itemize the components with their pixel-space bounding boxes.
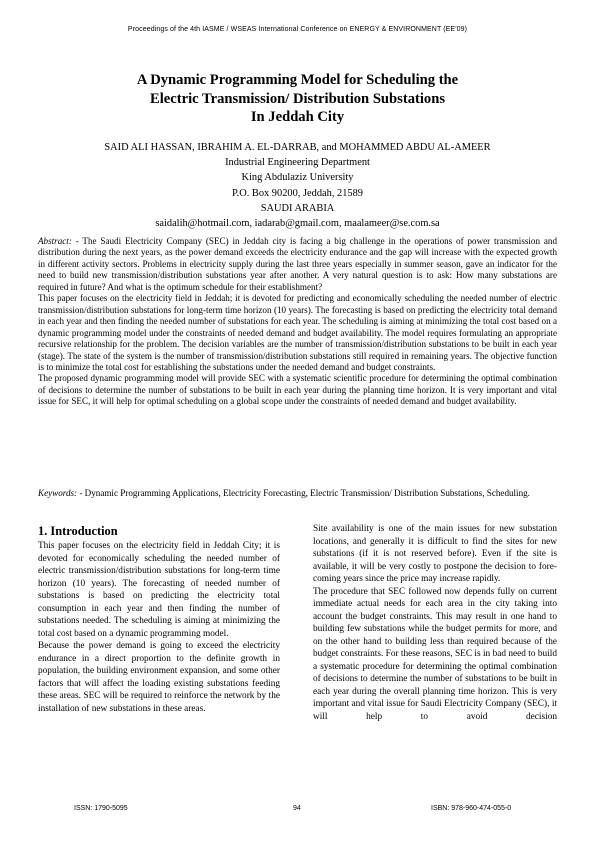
abstract-paragraph-1 — [38, 236, 557, 293]
footer-issn: ISSN: 1790-5095 — [74, 805, 128, 812]
author-emails: saidalih@hotmail.com, iadarab@gmail.com, maalameer@se.com.sa — [155, 218, 440, 230]
right-paragraph-2: The procedure that SEC followed now depends fully on current immediate actual needs for each area in the city taking into account the budget constraints. This may result in one hand to building few substations while the budget permits for more, and on the other hand to building less than required because of the budget constraints. For these reasons, SEC is in bad need to build a systematic procedure for determining the optimal combination of decisions to determine the number of substations to be built in each year during the overall planning time horizon. This is very important and vital issue for Saudi Electricity Company (SEC), it will help to avoid decision — [313, 586, 557, 722]
title-line-3: In Jeddah City — [250, 109, 345, 125]
keywords-text: Dynamic Programming Applications, Electricity Forecasting, Electric Transmission/ Distribution Substations, Scheduling. — [84, 488, 530, 498]
intro-paragraph-2: Because the power demand is going to exceed the electricity endurance in a direct proportion to the definite growth in population, the building environment expansion, and some other factors that will affect the loading existing substations feeding these areas. SEC will be required to reinforce the network by the installation of new substations in these areas. — [38, 641, 280, 714]
title-line-1: A Dynamic Programming Model for Scheduling the — [136, 72, 459, 88]
author-address: P.O. Box 90200, Jeddah, 21589 — [231, 187, 364, 199]
author-country: SAUDI ARABIA — [260, 202, 335, 214]
right-column — [313, 523, 557, 723]
abstract-paragraph-2: This paper focuses on the electricity field in Jeddah; it is devoted for predicting and economically scheduling the needed number of electric transmission/distribution substations for long-term time horizon (10 years). The forecasting is based on predicting the electricity total demand in each year and then finding the needed number of substations for each year. The scheduling is aiming at minimizing the total cost based on a dynamic programming model under the constraints of needed demand and budget availability. The model requires formulating an appropriate recursive relationship for the problem. The decision variables are the number of transmission/distribution substations to be built in each year (stage). The state of the system is the number of transmission/distribution substations still required in remaining years. The objective function is to minimize the total cost for establishing the substations under the needed demand and budget constraints. — [38, 293, 557, 372]
intro-paragraph-1: This paper focuses on the electricity field in Jeddah City; it is devoted for economically scheduling the needed number of electric transmission/distribution substations for long-term time horizon (10 years). The forecasting of needed number of substations is based on predicting the electricity total consumption in each year and then finding the number of substations needed. The scheduling is aiming at minimizing the total cost based on a dynamic programming model. — [38, 541, 280, 639]
abstract-text-1: The Saudi Electricity Company (SEC) in Jeddah city is facing a big challenge in the operations of power transmission and distribution during the next years, as the power demand exceeds the electricity endurance and the gap will increase with the expected growth in different activity sectors. Problems in electricity supply during the last three years especially in summer season, gave an indicator for the need to build new transmission/distribution substations year after another. A very natural question is to ask: How many substations are required in future? And what is the optimum schedule for their establishment? — [38, 236, 557, 292]
section-heading-introduction: 1. Introduction — [38, 524, 118, 538]
abstract-label: Abstract: - — [38, 236, 79, 246]
author-department: Industrial Engineering Department — [225, 157, 370, 169]
footer-page-number: 94 — [293, 805, 301, 812]
page-footer — [0, 805, 595, 815]
author-names: SAID ALI HASSAN, IBRAHIM A. EL-DARRAB, and MOHAMMED ABDU AL-AMEER — [104, 142, 491, 153]
running-head: Proceedings of the 4th IASME / WSEAS International Conference on ENERGY & ENVIRONMENT (EE'09) — [127, 26, 468, 33]
keywords-label: Keywords: - — [38, 488, 83, 498]
left-column — [38, 524, 280, 715]
footer-isbn: ISBN: 978-960-474-055-0 — [431, 805, 512, 812]
right-paragraph-1: Site availability is one of the main issues for new substation locations, and generally it is difficult to find the sites for new substations (if it is not reserved before). Even if the site is available, it will be very costly to postpone the decision to fore-coming years since the price may increase rapidly. — [313, 524, 557, 584]
abstract — [38, 236, 557, 408]
title-line-2: Electric Transmission/ Distribution Substations — [149, 90, 446, 107]
paper-title — [60, 71, 535, 127]
author-university: King Abdulaziz University — [241, 172, 354, 184]
abstract-paragraph-3: The proposed dynamic programming model will provide SEC with a systematic scientific procedure for determining the optimal combination of decisions to determine the number of substations to be built in each year during the planning time horizon. It is very important and vital issue for SEC, it will help for optimal scheduling on a global scope under the constraints of needed demand and budget availability. — [38, 373, 557, 407]
author-block — [0, 140, 595, 231]
keywords — [38, 487, 557, 499]
